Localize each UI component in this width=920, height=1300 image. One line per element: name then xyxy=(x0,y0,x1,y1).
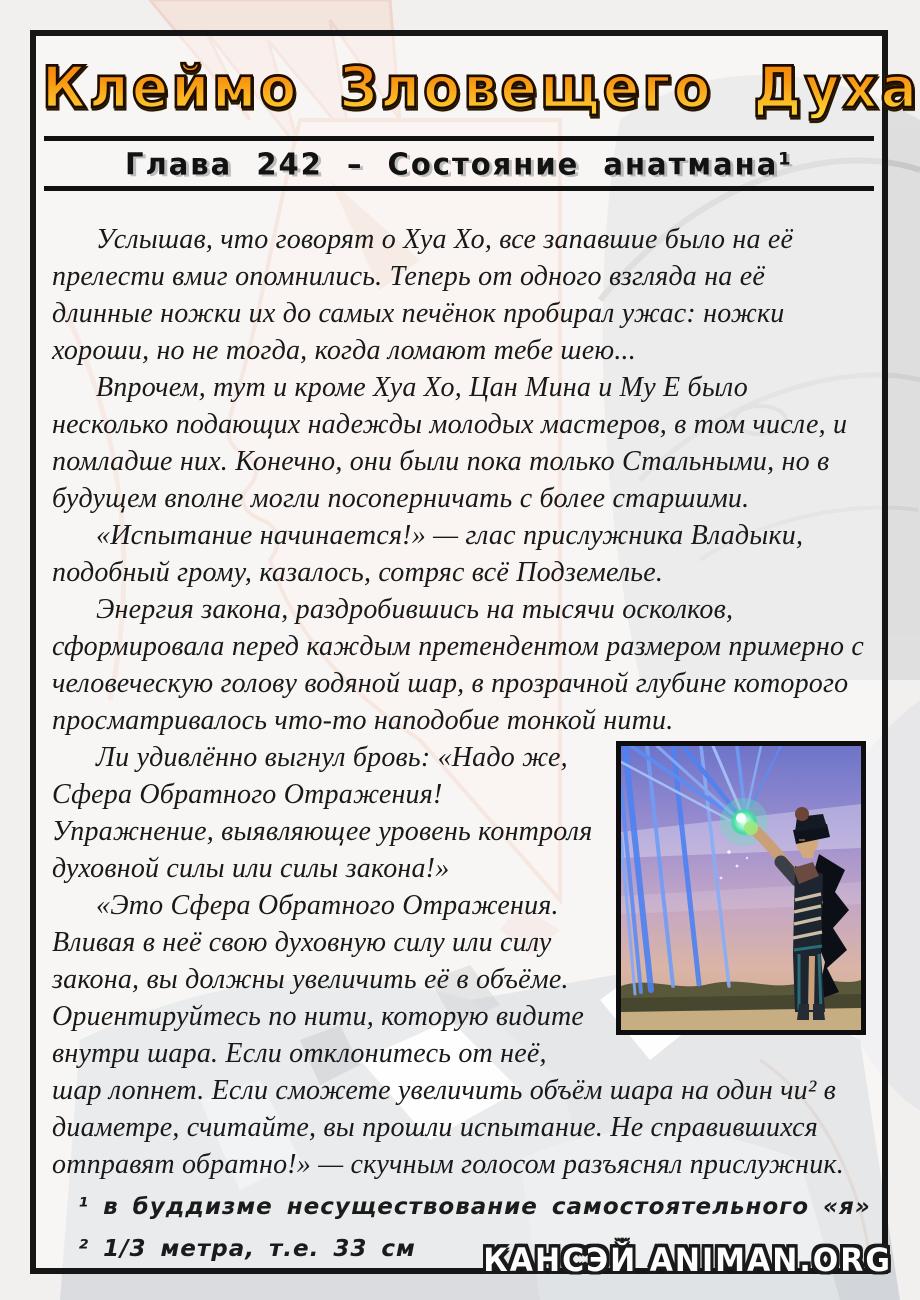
paragraph: Впрочем, тут и кроме Хуа Хо, Цан Мина и Му Е было несколько подающих надежды молодых мастеров, в том числе, и помладше них. Конечно, они были пока только Стальными, но в будущем вполне могли посоперничать с более старшими. xyxy=(52,372,848,514)
chapter-body xyxy=(42,191,876,1183)
paragraph: «Это Сфера Обратного Отражения. Вливая в неё свою духовную силу или силу закона, вы должны увеличить её в объёме. Ориентируйтесь по нити, которую видите внутри шара. Если отклонитесь от неё, шар лопнет. Если сможете увеличить объём шара на один чи² в диаметре, считайте, вы прошли испытание. Не справившихся отправят обратно!» — скучным голосом разъяснял прислужник. xyxy=(52,890,844,1180)
paragraph: Ли удивлённо выгнул бровь: «Надо же, Сфера Обратного Отражения! Упражнение, выявляющее уровень контроля духовной силы или силы закона!» xyxy=(52,742,593,884)
paragraph: «Испытание начинается!» — глас прислужника Владыки, подобный грому, казалось, сотряс всё Подземелье. xyxy=(52,520,804,588)
paragraph: Энергия закона, раздробившись на тысячи осколков, сформировала перед каждым претендентом размером примерно с человеческую голову водяной шар, в прозрачной глубине которого просматривалось что-то наподобие тонкой нити. xyxy=(52,594,864,736)
chapter-heading: Глава 242 – Состояние анатмана¹ xyxy=(125,146,793,182)
paragraph: Услышав, что говорят о Хуа Хо, все запавшие было на её прелести вмиг опомнились. Теперь от одного взгляда на её длинные ножки их до самых печёнок пробирал ужас: ножки хороши, но не тогда, когда ломают тебе шею... xyxy=(52,224,794,366)
inset-illustration xyxy=(616,741,866,1035)
translator-watermark: КАНСЭЙ ANIMAN.ORG xyxy=(483,1241,892,1280)
footnote-2: ² 1/3 метра, т.е. 33 см xyxy=(78,1236,416,1262)
series-title: Клеймо Зловещего Духа xyxy=(42,43,920,132)
figure-with-glowing-orb-art xyxy=(621,746,861,1030)
footnote-1: ¹ в буддизме несуществование самостоятельного «я» xyxy=(78,1194,871,1220)
page-frame xyxy=(30,30,920,1274)
